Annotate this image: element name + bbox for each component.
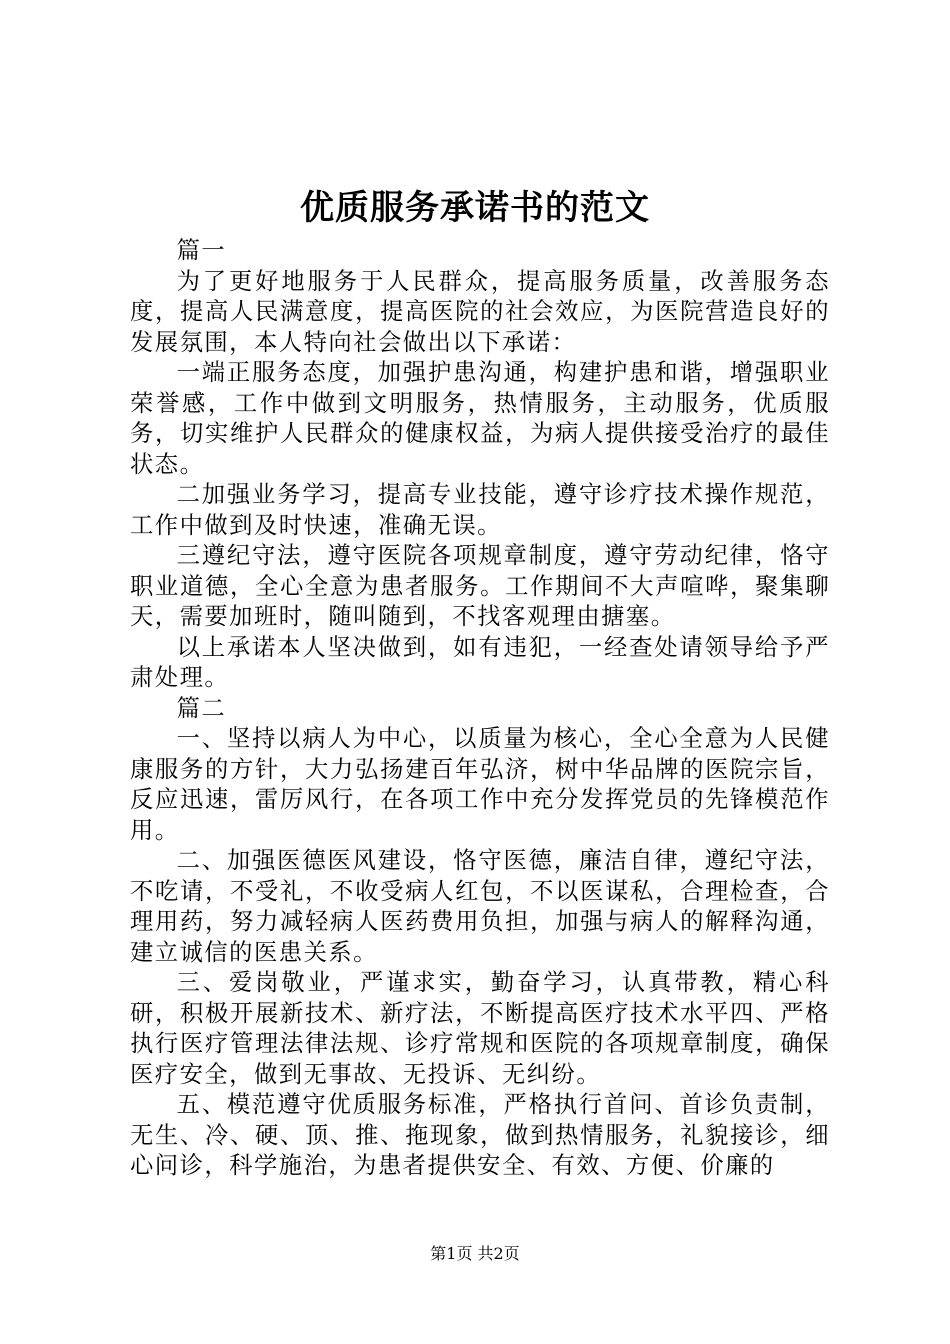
- page-number-footer: 第1页 共2页: [430, 1244, 520, 1263]
- paragraph: 五、模范遵守优质服务标准，严格执行首问、首诊负责制，无生、冷、硬、顶、推、拖现象，做到热情服务，礼貌接诊，细心问诊，科学施治，为患者提供安全、有效、方便、价廉的: [130, 1091, 830, 1179]
- paragraph: 三、爱岗敬业，严谨求实，勤奋学习，认真带教，精心科研，积极开展新技术、新疗法，不断提高医疗技术水平四、严格执行医疗管理法律法规、诊疗常规和医院的各项规章制度，确保医疗安全，做到无事故、无投诉、无纠纷。: [130, 969, 830, 1088]
- paragraph: 一、坚持以病人为中心，以质量为核心，全心全意为人民健康服务的方针，大力弘扬建百年弘济，树中华品牌的医院宗旨，反应迅速，雷厉风行，在各项工作中充分发挥党员的先锋模范作用。: [130, 725, 830, 844]
- paragraph: 二加强业务学习，提高专业技能，遵守诊疗技术操作规范，工作中做到及时快速，准确无误。: [130, 481, 830, 539]
- paragraph: 一端正服务态度，加强护患沟通，构建护患和谐，增强职业荣誉感，工作中做到文明服务，热情服务，主动服务，优质服务，切实维护人民群众的健康权益，为病人提供接受治疗的最佳状态。: [130, 359, 830, 478]
- document-body: [130, 236, 830, 1182]
- paragraph: 以上承诺本人坚决做到，如有违犯，一经查处请领导给予严肃处理。: [130, 633, 830, 691]
- paragraph: 为了更好地服务于人民群众，提高服务质量，改善服务态度，提高人民满意度，提高医院的社会效应，为医院营造良好的发展氛围，本人特向社会做出以下承诺：: [130, 267, 830, 356]
- paragraph-heading-2: 篇二: [176, 694, 227, 722]
- paragraph: 三遵纪守法，遵守医院各项规章制度，遵守劳动纪律，恪守职业道德，全心全意为患者服务。工作期间不大声喧哗，聚集聊天，需要加班时，随叫随到，不找客观理由搪塞。: [130, 542, 830, 630]
- document-title: 优质服务承诺书的范文: [300, 188, 650, 228]
- paragraph: 二、加强医德医风建设，恪守医德，廉洁自律，遵纪守法，不吃请，不受礼，不收受病人红包，不以医谋私，合理检查，合理用药，努力减轻病人医药费用负担，加强与病人的解释沟通，建立诚信的医患关系。: [130, 847, 830, 966]
- paragraph-heading-1: 篇一: [176, 237, 227, 264]
